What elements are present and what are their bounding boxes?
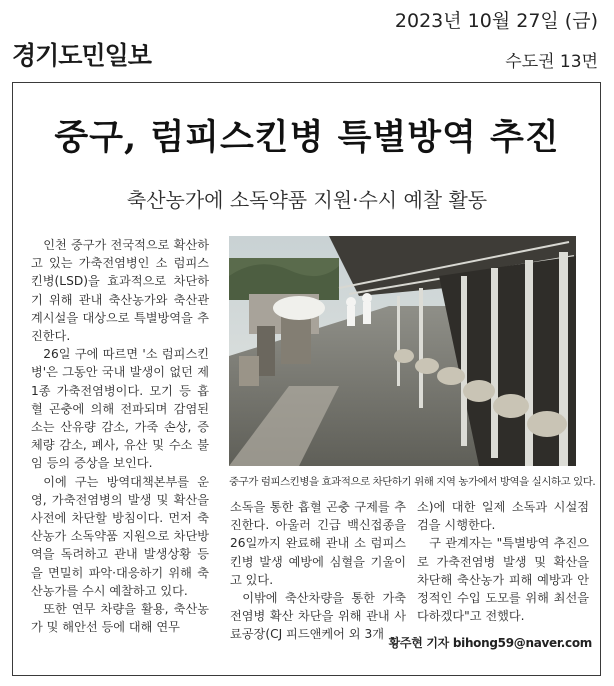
paragraph: 인천 중구가 전국적으로 확산하고 있는 가축전염병인 소 럼피스킨병(LSD)을 효과적으로 차단하기 위해 관내 축산농가와 축산관계시설을 대상으로 특별방역을 추진한다.: [31, 238, 209, 344]
paragraph: 26일 구에 따르면 '소 럼피스킨병'은 그동안 국내 발생이 없던 제1종 가축전염병이다. 모기 등 흡혈 곤충에 의해 전파되며 감염된 소는 산유량 감소, 가죽 손상, 증체량 감소, 폐사, 유산 및 수소 불임 등의 증상을 보인다.: [31, 347, 209, 471]
paragraph: 또한 연무 차량을 활용, 축산농가 및 해안선 등에 대해 연무: [31, 602, 209, 635]
article-column-3: [417, 498, 589, 625]
paragraph: 구 관계자는 "특별방역 추진으로 가축전염병 발생 및 확산을 차단해 축산농가 피해 예방과 안정적인 수입 도모를 위해 최선을 다하겠다"고 전했다.: [417, 536, 589, 624]
article-photo: [229, 236, 576, 466]
paragraph: 소독을 통한 흡혈 곤충 구제를 추진한다. 아울러 긴급 백신접종을 26일까지 완료해 관내 소 럼피스킨병 발생 예방에 심혈을 기울이고 있다.: [230, 500, 406, 587]
paragraph: 소)에 대한 일제 소독과 시설점검을 시행한다.: [417, 500, 589, 533]
article-headline: 중구, 럼피스킨병 특별방역 추진: [54, 117, 560, 158]
paragraph: 이밖에 축산차량을 통한 가축전염병 확산 차단을 위해 관내 사료공장(CJ 피드앤케어 외 3개: [230, 591, 406, 642]
issue-date: 2023년 10월 27일 (금): [394, 10, 598, 32]
page-section-label: 수도권 13면: [505, 52, 598, 72]
newspaper-masthead: 경기도민일보: [12, 41, 151, 70]
barn-disinfection-photo: [229, 236, 576, 466]
photo-caption: 중구가 럼피스킨병을 효과적으로 차단하기 위해 지역 농가에서 방역을 실시하고 있다.: [229, 476, 596, 488]
article-subheadline: 축산농가에 소독약품 지원·수시 예찰 활동: [126, 188, 488, 212]
reporter-byline: 황주현 기자 bihong59@naver.com: [388, 636, 592, 650]
article-column-1: [31, 236, 209, 658]
article-column-2: [230, 498, 406, 644]
paragraph: 이에 구는 방역대책본부를 운영, 가축전염병의 발생 및 확산을 사전에 차단할 방침이다. 먼저 축산농가 소독약품 지원으로 차단방역을 독려하고 관내 발생상황 등을 면밀히 파악·대응하기 위해 축산농가를 수시 예찰하고 있다.: [31, 474, 209, 598]
